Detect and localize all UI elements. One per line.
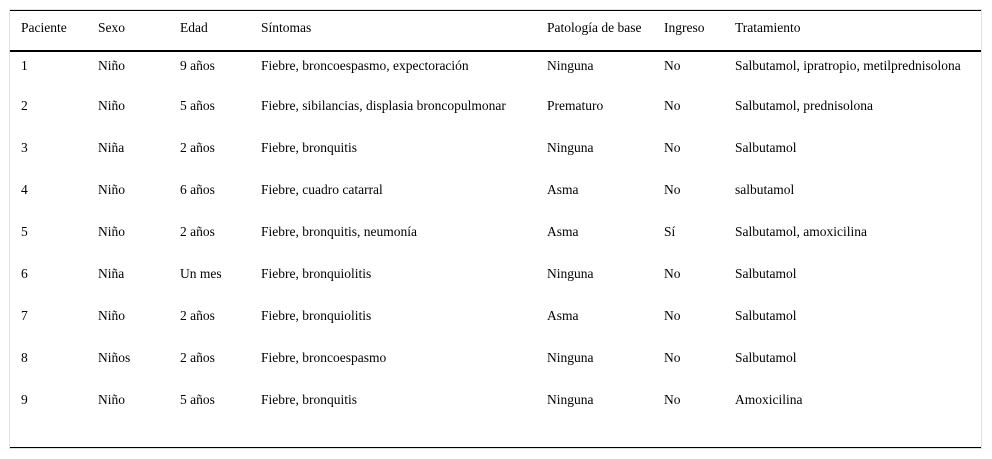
cell-patologia: Ninguna: [547, 266, 594, 281]
cell-edad: Un mes: [180, 266, 222, 281]
cell-edad: 2 años: [180, 224, 215, 239]
table-row: [10, 177, 981, 219]
cell-sintomas: Fiebre, broncoespasmo: [261, 350, 387, 365]
table-row: [10, 219, 981, 261]
cell-sexo: Niños: [98, 350, 131, 365]
cell-paciente: 8: [21, 350, 28, 365]
table-row: [10, 345, 981, 387]
table-row: [10, 93, 981, 135]
cell-paciente: 7: [21, 308, 28, 323]
cell-edad: 9 años: [180, 58, 215, 73]
cell-paciente: 4: [21, 182, 28, 197]
cell-edad: 5 años: [180, 98, 215, 113]
cell-sintomas: Fiebre, sibilancias, displasia broncopulmonar: [261, 98, 506, 113]
cell-sintomas: Fiebre, bronquitis: [261, 392, 357, 407]
cell-paciente: 9: [21, 392, 28, 407]
header-row: [10, 11, 981, 51]
column-header-sintomas: Síntomas: [261, 20, 312, 35]
column-header-ingreso: Ingreso: [664, 20, 705, 35]
cell-sintomas: Fiebre, bronquitis: [261, 140, 357, 155]
cell-tratamiento: Salbutamol, amoxicilina: [735, 224, 867, 239]
table-row: [10, 135, 981, 177]
cell-tratamiento: Salbutamol, prednisolona: [735, 98, 873, 113]
cell-tratamiento: Salbutamol: [735, 266, 797, 281]
column-header-paciente: Paciente: [21, 20, 67, 35]
cell-ingreso: No: [664, 140, 681, 155]
column-header-patologia: Patología de base: [547, 20, 642, 35]
cell-sexo: Niño: [98, 392, 125, 407]
cell-ingreso: No: [664, 266, 681, 281]
cell-patologia: Asma: [547, 182, 579, 197]
cell-patologia: Asma: [547, 224, 579, 239]
cell-ingreso: No: [664, 98, 681, 113]
table-header: [10, 11, 981, 51]
cell-sintomas: Fiebre, bronquitis, neumonía: [261, 224, 417, 239]
cell-paciente: 1: [21, 58, 28, 73]
cell-ingreso: No: [664, 392, 681, 407]
cell-paciente: 2: [21, 98, 28, 113]
cell-tratamiento: Salbutamol: [735, 350, 797, 365]
cell-tratamiento: Amoxicilina: [735, 392, 803, 407]
cell-sintomas: Fiebre, bronquiolitis: [261, 266, 372, 281]
table-body: [10, 51, 981, 429]
cell-patologia: Asma: [547, 308, 579, 323]
cell-edad: 2 años: [180, 140, 215, 155]
cell-tratamiento: Salbutamol: [735, 308, 797, 323]
cell-sexo: Niña: [98, 266, 125, 281]
cell-sexo: Niño: [98, 98, 125, 113]
column-header-edad: Edad: [180, 20, 208, 35]
cell-edad: 2 años: [180, 308, 215, 323]
cell-sexo: Niño: [98, 308, 125, 323]
patients-table-container: [10, 10, 981, 448]
cell-paciente: 5: [21, 224, 28, 239]
cell-ingreso: Sí: [664, 224, 676, 239]
cell-sintomas: Fiebre, cuadro catarral: [261, 182, 383, 197]
cell-sintomas: Fiebre, broncoespasmo, expectoración: [261, 58, 469, 73]
column-header-tratamiento: Tratamiento: [735, 20, 801, 35]
cell-ingreso: No: [664, 182, 681, 197]
cell-ingreso: No: [664, 350, 681, 365]
cell-edad: 6 años: [180, 182, 215, 197]
cell-sexo: Niña: [98, 140, 125, 155]
cell-tratamiento: Salbutamol, ipratropio, metilprednisolona: [735, 58, 961, 73]
cell-paciente: 6: [21, 266, 28, 281]
cell-sexo: Niño: [98, 58, 125, 73]
cell-edad: 5 años: [180, 392, 215, 407]
cell-sexo: Niño: [98, 182, 125, 197]
cell-sexo: Niño: [98, 224, 125, 239]
cell-edad: 2 años: [180, 350, 215, 365]
table-row: [10, 387, 981, 429]
cell-patologia: Ninguna: [547, 140, 594, 155]
column-header-sexo: Sexo: [98, 20, 125, 35]
cell-ingreso: No: [664, 308, 681, 323]
table-row: [10, 261, 981, 303]
table-row: [10, 51, 981, 93]
cell-patologia: Ninguna: [547, 58, 594, 73]
patients-table: [10, 11, 981, 429]
cell-patologia: Prematuro: [547, 98, 604, 113]
table-row: [10, 303, 981, 345]
cell-sintomas: Fiebre, bronquiolitis: [261, 308, 372, 323]
cell-tratamiento: Salbutamol: [735, 140, 797, 155]
cell-ingreso: No: [664, 58, 681, 73]
cell-tratamiento: salbutamol: [735, 182, 795, 197]
cell-patologia: Ninguna: [547, 392, 594, 407]
cell-patologia: Ninguna: [547, 350, 594, 365]
cell-paciente: 3: [21, 140, 28, 155]
